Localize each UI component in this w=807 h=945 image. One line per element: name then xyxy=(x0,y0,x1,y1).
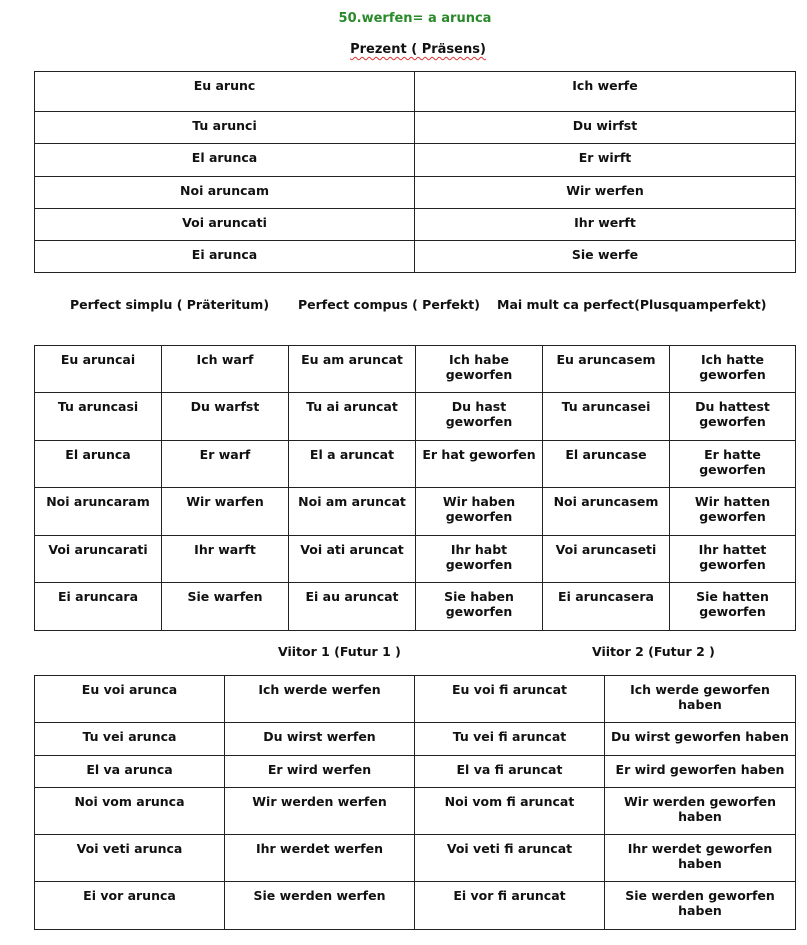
table-row xyxy=(35,346,796,393)
table-cell: El arunca xyxy=(35,441,162,488)
table-row xyxy=(35,393,796,441)
table-cell: Wir haben geworfen xyxy=(416,488,543,536)
table-cell: Er wird werfen xyxy=(225,756,415,788)
table-cell: Voi aruncarati xyxy=(35,536,162,583)
heading-plusquamperfekt: Mai mult ca perfect(Plusquamperfekt) xyxy=(497,297,767,312)
table-cell: Eu aruncai xyxy=(35,346,162,393)
table-cell: Wir werfen xyxy=(415,177,796,209)
table-cell: El a aruncat xyxy=(289,441,416,488)
table-cell: Eu voi fi aruncat xyxy=(415,676,605,723)
table-cell: Ihr werdet werfen xyxy=(225,835,415,882)
table-cell: Ihr werdet geworfen haben xyxy=(605,835,796,882)
table-cell: Er warf xyxy=(162,441,289,488)
table-cell: Er wirft xyxy=(415,144,796,177)
table-cell: Tu arunci xyxy=(35,112,415,144)
table-cell: Eu arunc xyxy=(35,72,415,112)
table-cell: Tu vei arunca xyxy=(35,723,225,756)
future-table xyxy=(34,675,796,930)
table-cell: Voi veti fi aruncat xyxy=(415,835,605,882)
table-cell: Tu vei fi aruncat xyxy=(415,723,605,756)
table-cell: El va arunca xyxy=(35,756,225,788)
table-row xyxy=(35,209,796,241)
table-cell: Tu aruncasi xyxy=(35,393,162,441)
table-cell: Ich habe geworfen xyxy=(416,346,543,393)
table-cell: Ihr warft xyxy=(162,536,289,583)
table-cell: Ich werde geworfen haben xyxy=(605,676,796,723)
table-row xyxy=(35,583,796,631)
table-cell: Tu aruncasei xyxy=(543,393,670,441)
table-cell: Sie hatten geworfen xyxy=(670,583,796,631)
table-cell: Voi aruncati xyxy=(35,209,415,241)
table-cell: Noi aruncam xyxy=(35,177,415,209)
table-row xyxy=(35,241,796,273)
table-row xyxy=(35,835,796,882)
table-cell: Du hast geworfen xyxy=(416,393,543,441)
table-cell: Er hatte geworfen xyxy=(670,441,796,488)
table-cell: Du hattest geworfen xyxy=(670,393,796,441)
table-cell: Sie haben geworfen xyxy=(416,583,543,631)
table-row xyxy=(35,882,796,930)
table-cell: Ich warf xyxy=(162,346,289,393)
table-cell: Wir hatten geworfen xyxy=(670,488,796,536)
table-row xyxy=(35,756,796,788)
past-table xyxy=(34,345,796,631)
table-row xyxy=(35,788,796,835)
heading-futur-2: Viitor 2 (Futur 2 ) xyxy=(592,644,715,659)
table-cell: Ei vor fi aruncat xyxy=(415,882,605,930)
table-cell: Sie warfen xyxy=(162,583,289,631)
future-table-body xyxy=(35,676,796,930)
table-cell: Ei vor arunca xyxy=(35,882,225,930)
table-cell: Ei arunca xyxy=(35,241,415,273)
table-row xyxy=(35,177,796,209)
table-cell: Eu am aruncat xyxy=(289,346,416,393)
table-cell: Du wirst geworfen haben xyxy=(605,723,796,756)
table-cell: Noi am aruncat xyxy=(289,488,416,536)
table-row xyxy=(35,112,796,144)
table-cell: Ihr hattet geworfen xyxy=(670,536,796,583)
table-cell: Ich werfe xyxy=(415,72,796,112)
table-cell: Voi aruncaseti xyxy=(543,536,670,583)
heading-praeteritum: Perfect simplu ( Präteritum) xyxy=(70,297,270,312)
table-cell: Voi ati aruncat xyxy=(289,536,416,583)
table-cell: Noi aruncaram xyxy=(35,488,162,536)
table-cell: Ei au aruncat xyxy=(289,583,416,631)
present-heading-text: Prezent ( Präsens) xyxy=(350,42,486,57)
table-cell: El aruncase xyxy=(543,441,670,488)
table-cell: Sie werden geworfen haben xyxy=(605,882,796,930)
table-cell: Wir werden werfen xyxy=(225,788,415,835)
table-cell: Noi vom fi aruncat xyxy=(415,788,605,835)
table-cell: Ihr habt geworfen xyxy=(416,536,543,583)
table-cell: Noi vom arunca xyxy=(35,788,225,835)
table-cell: El va fi aruncat xyxy=(415,756,605,788)
table-row xyxy=(35,488,796,536)
table-cell: Sie werfe xyxy=(415,241,796,273)
table-cell: Du wirfst xyxy=(415,112,796,144)
past-table-body xyxy=(35,346,796,631)
table-cell: Ich hatte geworfen xyxy=(670,346,796,393)
table-cell: Ei aruncasera xyxy=(543,583,670,631)
present-heading xyxy=(0,42,807,57)
table-cell: Voi veti arunca xyxy=(35,835,225,882)
table-cell: Ihr werft xyxy=(415,209,796,241)
present-table xyxy=(34,71,796,273)
page-title: 50.werfen= a arunca xyxy=(338,11,492,26)
table-cell: Wir werden geworfen haben xyxy=(605,788,796,835)
table-row xyxy=(35,441,796,488)
table-row xyxy=(35,676,796,723)
table-cell: Du wirst werfen xyxy=(225,723,415,756)
table-cell: Wir warfen xyxy=(162,488,289,536)
table-cell: Eu voi arunca xyxy=(35,676,225,723)
table-row xyxy=(35,536,796,583)
table-cell: Du warfst xyxy=(162,393,289,441)
table-cell: Tu ai aruncat xyxy=(289,393,416,441)
table-cell: Ich werde werfen xyxy=(225,676,415,723)
heading-perfekt: Perfect compus ( Perfekt) xyxy=(298,297,480,312)
table-cell: Er wird geworfen haben xyxy=(605,756,796,788)
table-cell: Sie werden werfen xyxy=(225,882,415,930)
table-cell: Noi aruncasem xyxy=(543,488,670,536)
table-cell: El arunca xyxy=(35,144,415,177)
table-row xyxy=(35,144,796,177)
table-cell: Er hat geworfen xyxy=(416,441,543,488)
table-row xyxy=(35,72,796,112)
table-cell: Ei aruncara xyxy=(35,583,162,631)
table-cell: Eu aruncasem xyxy=(543,346,670,393)
present-table-body xyxy=(35,72,796,273)
heading-futur-1: Viitor 1 (Futur 1 ) xyxy=(278,644,401,659)
table-row xyxy=(35,723,796,756)
